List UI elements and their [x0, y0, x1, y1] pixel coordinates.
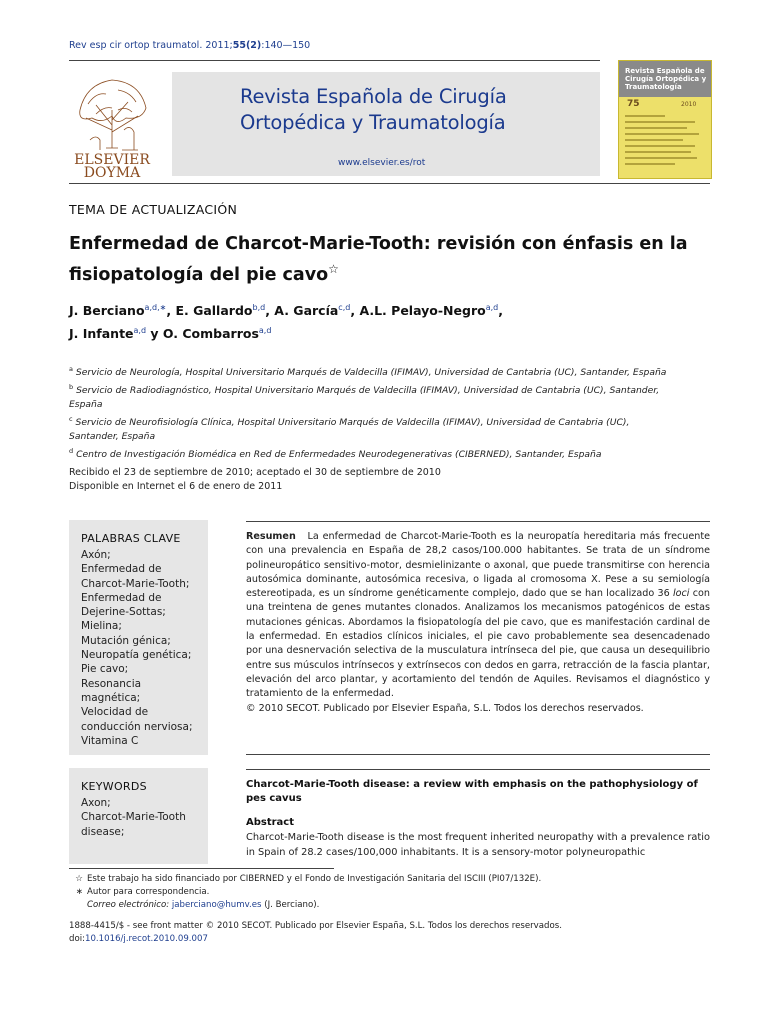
author-email-link[interactable]: jaberciano@humv.es	[171, 900, 262, 910]
journal-cover-thumbnail[interactable]	[618, 60, 712, 179]
citation-prefix: Rev esp cir ortop traumatol. 2011;	[69, 40, 233, 51]
affiliation-text: Servicio de Neurología, Hospital Universitario Marqués de Valdecilla (IFIMAV), Universidad de Cantabria (UC), Santander, España	[75, 367, 667, 379]
author-separator: ,	[265, 303, 275, 319]
author-name[interactable]: A.L. Pelayo-Negro	[359, 303, 486, 319]
publisher-name-line1: ELSEVIER	[74, 152, 150, 168]
affiliations	[69, 362, 714, 462]
cover-text-line	[625, 127, 687, 129]
affiliation-mark: a	[69, 365, 73, 373]
abstract-en-label: Abstract	[246, 817, 295, 828]
keyword-item: Mutación génica;	[81, 634, 171, 647]
keywords-en-title: KEYWORDS	[81, 780, 147, 793]
affiliation-text: Servicio de Radiodiagnóstico, Hospital Universitario Marqués de Valdecilla (IFIMAV), Universidad de Cantabria (UC), Santander,	[76, 385, 660, 397]
abstract-es-copyright: © 2010 SECOT. Publicado por Elsevier España, S.L. Todos los derechos reservados.	[246, 702, 644, 714]
keyword-item: Dejerine-Sottas;	[81, 606, 166, 619]
cover-text-line	[625, 163, 675, 165]
elsevier-tree-logo	[66, 70, 158, 178]
keyword-item: Axon;	[81, 797, 111, 809]
asterisk-icon: ∗	[75, 887, 83, 897]
keywords-es-title: PALABRAS CLAVE	[81, 532, 181, 545]
doi-line	[69, 933, 562, 946]
author-separator: ,	[166, 303, 176, 319]
cover-text-line	[625, 121, 695, 123]
header-rule	[69, 60, 600, 61]
doi-link[interactable]: 10.1016/j.recot.2010.09.007	[85, 934, 208, 944]
abstract-es-bottom-rule	[246, 754, 710, 755]
affiliation-text: Santander, España	[69, 431, 156, 443]
cover-text-line	[625, 133, 699, 135]
citation-volume: 55(2)	[232, 40, 262, 51]
journal-title-line2: Ortopédica y Traumatología	[240, 111, 506, 134]
author-separator: ,	[498, 303, 503, 319]
cover-title: Revista Española de Cirugía Ortopédica y Traumatología	[625, 67, 707, 91]
keywords-es-list	[69, 548, 208, 748]
author-line	[69, 321, 709, 344]
keyword-item: Velocidad de	[81, 706, 149, 719]
abstract-es-label: Resumen	[246, 531, 296, 542]
keyword-item: disease;	[81, 825, 125, 838]
author-affiliation-marks[interactable]: b,d	[252, 303, 266, 312]
journal-title	[240, 84, 507, 136]
cover-year: 2010	[681, 101, 697, 108]
bottom-info	[69, 920, 562, 946]
affiliation-line	[69, 362, 714, 380]
corresponding-text: Autor para correspondencia.	[87, 887, 210, 897]
corresponding-footnote	[69, 886, 541, 899]
citation-pages: :140—150	[261, 40, 311, 51]
footnotes	[69, 873, 541, 912]
section-type: TEMA DE ACTUALIZACIÓN	[69, 202, 238, 217]
keyword-item: Enfermedad de	[81, 591, 162, 604]
doi-label: doi:	[69, 934, 85, 944]
affiliation-line	[69, 430, 714, 444]
footnote-rule	[69, 868, 334, 869]
keyword-item: Enfermedad de	[81, 563, 162, 576]
keyword-item: Neuropatía genética;	[81, 649, 192, 662]
keyword-item: Mielina;	[81, 620, 122, 633]
email-suffix: (J. Berciano).	[264, 900, 320, 910]
keyword-item: Pie cavo;	[81, 663, 129, 676]
author-affiliation-marks[interactable]: a,d	[485, 303, 499, 312]
author-name[interactable]: J. Berciano	[69, 303, 145, 319]
received-date: Recibido el 23 de septiembre de 2010; aceptado el 30 de septiembre de 2010	[69, 467, 441, 478]
issn-line: 1888-4415/$ - see front matter © 2010 SECOT. Publicado por Elsevier España, S.L. Todos los derechos reservados.	[69, 921, 562, 931]
author-line	[69, 298, 709, 321]
keyword-item: Resonancia	[81, 677, 142, 690]
title-footnote-star-icon[interactable]: ☆	[328, 262, 339, 276]
email-label: Correo electrónico:	[87, 900, 170, 910]
author-name[interactable]: O. Combarros	[162, 326, 259, 342]
cover-badge: 75	[627, 99, 640, 109]
keywords-en-panel	[69, 768, 208, 864]
abstract-es-top-rule	[246, 521, 710, 522]
affiliation-line	[69, 380, 714, 398]
funding-text: Este trabajo ha sido financiado por CIBERNED y el Fondo de Investigación Sanitaria del ISCIII (PI07/132E).	[87, 874, 542, 884]
abstract-en-text: Charcot-Marie-Tooth disease is the most frequent inherited neuropathy with a prevalence ratio in Spain of 28.2 cases/100,000 inhabitants. It is a sensory-motor polyneuropathic	[246, 832, 710, 858]
author-name[interactable]: E. Gallardo	[175, 303, 253, 319]
affiliation-line	[69, 412, 714, 430]
affiliation-mark: d	[69, 447, 74, 456]
affiliation-mark: c	[69, 415, 73, 424]
author-name[interactable]: J. Infante	[69, 326, 134, 342]
affiliation-line	[69, 444, 714, 462]
author-affiliation-marks[interactable]: a,d	[258, 326, 272, 336]
journal-url-link[interactable]: www.elsevier.es/rot	[338, 158, 426, 168]
keywords-en-list	[69, 796, 208, 839]
article-title-text: Enfermedad de Charcot-Marie-Tooth: revisión con énfasis en la fisiopatología del pie cavo	[69, 234, 688, 285]
abstract-es-text: La enfermedad de Charcot-Marie-Tooth es la neuropatía hereditaria más frecuente con una prevalencia en España de 28,2 casos/100.000 habitantes. Se trata de un síndrome polineuropático sensitivo-motor, desmielinizante o axonal, que puede transmitirse con herencia autosómica dominante, autosómica recesiva, o ligada al cromosoma X. Pese a su semiología estereotipada, es un síndrome genéticamente complejo, dado que se han localizado 36	[246, 531, 711, 600]
author-affiliation-marks[interactable]: a,d	[133, 326, 147, 336]
cover-text-line	[625, 115, 665, 117]
abstract-es-text2: con una treintena de genes mutantes clonados. Analizamos los mecanismos patogénicos de estas mutaciones génicas. Abordamos la fisiopatología del pie cavo, que es manifestación cardinal de la enfermedad. En estadios clínicos iniciales, el pie cavo probablemente sea desencadenado por una desnervación selectiva de la musculatura intrínseca del pie, que causa un desequilibrio entre sus músculos intrínsecos y extrínsecos con dedos en garra, retracción de la fascia plantar, elevación del arco plantar, y acortamiento del tendón de Aquiles. Revisamos el diagnóstico y tratamiento de la enfermedad.	[246, 588, 710, 700]
cover-text-line	[625, 157, 697, 159]
author-separator: y	[146, 326, 163, 342]
article-title	[69, 232, 709, 288]
author-affiliation-marks[interactable]: c,d	[338, 303, 351, 312]
cover-text-line	[625, 151, 691, 153]
affiliation-text: España	[69, 399, 103, 411]
affiliation-text: Centro de Investigación Biomédica en Red de Enfermedades Neurodegenerativas (CIBERNED), Santander, España	[76, 449, 602, 461]
online-date: Disponible en Internet el 6 de enero de 2011	[69, 481, 283, 492]
email-footnote	[69, 899, 541, 912]
keyword-item: Axón;	[81, 549, 111, 561]
journal-citation[interactable]	[69, 40, 310, 51]
author-name[interactable]: A. García	[274, 303, 339, 319]
author-affiliation-marks[interactable]: a,d,∗	[144, 303, 167, 312]
author-list	[69, 298, 709, 344]
funding-footnote	[69, 873, 541, 886]
keyword-item: Vitamina C	[81, 734, 139, 747]
header-bottom-rule	[69, 183, 710, 184]
funding-star-icon: ☆	[75, 874, 83, 884]
abstract-es	[246, 530, 710, 716]
abstract-en-top-rule	[246, 769, 710, 770]
affiliation-line	[69, 398, 714, 412]
cover-text-line	[625, 145, 695, 147]
cover-text-line	[625, 139, 683, 141]
keyword-item: magnética;	[81, 691, 141, 704]
abstract-es-italic: loci	[672, 588, 690, 600]
publisher-name-line2: DOYMA	[83, 165, 141, 178]
article-dates	[69, 466, 441, 494]
keywords-es-panel	[69, 520, 208, 755]
journal-title-line1: Revista Española de Cirugía	[240, 85, 507, 108]
affiliation-text: Servicio de Neurofisiología Clínica, Hospital Universitario Marqués de Valdecilla (IFIMAV), Universidad de Cantabria (UC),	[75, 417, 630, 429]
keyword-item: Charcot-Marie-Tooth;	[81, 577, 190, 590]
keyword-item: Charcot-Marie-Tooth	[81, 811, 186, 824]
abstract-en-title: Charcot-Marie-Tooth disease: a review with emphasis on the pathophysiology of pes cavus	[246, 779, 698, 804]
keyword-item: conducción nerviosa;	[81, 720, 193, 733]
affiliation-mark: b	[69, 383, 74, 392]
author-separator: ,	[350, 303, 360, 319]
